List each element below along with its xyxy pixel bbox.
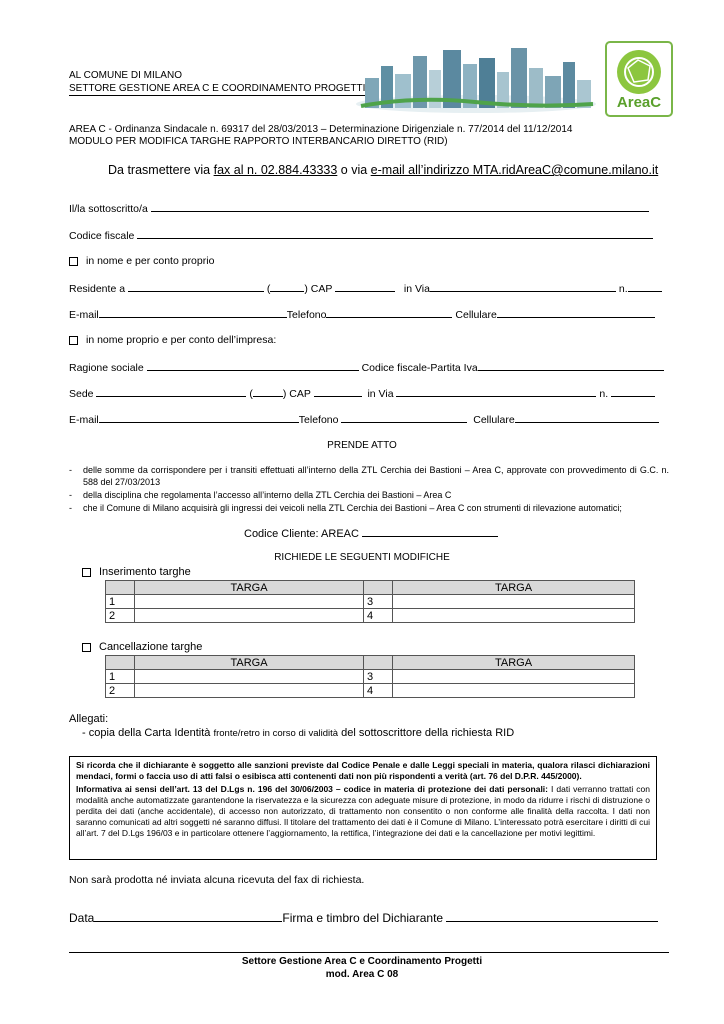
ordinance-title: AREA C - Ordinanza Sindacale n. 69317 del 28/03/2013 – Determinazione Dirigenziale n. 77/2014 del 11/12/2014 [69, 124, 573, 135]
fax-number-link[interactable]: fax al n. 02.884.43333 [213, 163, 338, 177]
targa-cell[interactable] [393, 609, 635, 623]
field-cellulare[interactable] [497, 308, 655, 318]
label-telefono: Telefono [286, 309, 327, 321]
footer-office: Settore Gestione Area C e Coordinamento Progetti [241, 956, 483, 967]
label-ragione-sociale: Ragione sociale [69, 362, 144, 374]
inserimento-option [82, 566, 191, 578]
prende-atto-text-1: delle somme da corrispondere per i transiti effettuati all’interno della ZTL Cerchia dei Bastioni – Area C, approvate con provvedimento di G.C. n. 588 del 27/03/2013 [83, 465, 669, 487]
field-via[interactable] [430, 282, 616, 292]
field-sede[interactable] [96, 387, 246, 397]
field-telefono[interactable] [326, 308, 452, 318]
notice-privacy-title: Informativa ai sensi dell’art. 13 del D.Lgs n. 196 del 30/06/2003 – codice in materia di protezione dei dati personali: [76, 784, 548, 794]
prende-atto-item: - delle somme da corrispondere per i transiti effettuati all’interno della ZTL Cerchia dei Bastioni – Area C, approvate con provvedimento di G.C. n. 588 del 27/03/2013 [69, 465, 669, 487]
row-number: 1 [106, 595, 135, 609]
targa-cell[interactable] [135, 684, 364, 698]
ordinance-block [69, 124, 573, 148]
field-email2[interactable] [99, 413, 299, 423]
checkbox-cancellazione[interactable] [82, 643, 91, 652]
table-row [106, 595, 635, 609]
label-in-via2: in Via [367, 388, 394, 400]
allegati-item [82, 727, 514, 739]
field-email[interactable] [99, 308, 287, 318]
row-number: 4 [364, 609, 393, 623]
notice-privacy [76, 784, 650, 839]
label-sede: Sede [69, 388, 94, 400]
field-cellulare2[interactable] [515, 413, 659, 423]
allegati-title: Allegati: [69, 713, 109, 725]
label-option-own: in nome e per conto proprio [86, 255, 215, 267]
notice-privacy-text: I dati verranno trattati con modalità anche automatizzate garantendone la riservatezza e la sicurezza con adeguate misure di protezione, in modo da ridurre i rischi di distruzione o perdita dei dati (anche accidentale), di accesso non autorizzato, di trattamento non consentito o non conforme alle finalità della raccolta. I dati non saranno comunicati ad altri soggetti né saranno diffusi. Il titolare del trattamento dei dati è il Comune di Milano. L’interessato potrà esercitare i diritti di cui all’art. 7 del D.Lgs 196/03 e in particolare ottenere l’aggiornamento, la rettifica, l’integrazione dei dati e la cancellazione per motivi legittimi. [76, 784, 650, 838]
inserimento-table [105, 580, 635, 623]
row-residenza [69, 282, 662, 295]
row-sottoscritto [69, 202, 649, 215]
row-number: 2 [106, 684, 135, 698]
recipient-line1: AL COMUNE DI MILANO [69, 70, 182, 81]
field-codice-cliente[interactable] [362, 527, 498, 537]
targa-cell[interactable] [135, 595, 364, 609]
label-inserimento: Inserimento targhe [99, 566, 191, 578]
allegati-text-b: fronte/retro in corso di validità [213, 728, 339, 739]
footer-divider [69, 952, 669, 953]
field-via2[interactable] [396, 387, 596, 397]
checkbox-own[interactable] [69, 257, 78, 266]
prende-atto-item: - che il Comune di Milano acquisirà gli ingressi dei veicoli nella ZTL Cerchia dei Bastioni – Area C con strumenti di rilevazione automatici; [69, 502, 669, 514]
cancellazione-table [105, 655, 635, 698]
col-targa-right: TARGA [393, 581, 635, 595]
label-in-via: in Via [403, 283, 430, 295]
prende-atto-title: PRENDE ATTO [327, 440, 397, 451]
table-row [106, 670, 635, 684]
table-header-row [106, 581, 635, 595]
signature-row [69, 911, 658, 925]
field-residente[interactable] [128, 282, 264, 292]
legal-notice-box [69, 756, 657, 860]
field-provincia2[interactable] [253, 387, 283, 397]
label-cf-piva: Codice fiscale-Partita Iva [361, 362, 478, 374]
prende-atto-item: - della disciplina che regolamenta l’accesso all’interno della ZTL Cerchia dei Bastioni – Area C [69, 489, 669, 501]
prende-atto-text-2: della disciplina che regolamenta l’accesso all’interno della ZTL Cerchia dei Bastioni – Area C [83, 490, 452, 500]
field-provincia[interactable] [270, 282, 304, 292]
fax-prefix: Da trasmettere via [108, 163, 214, 177]
label-email2: E-mail [69, 414, 99, 426]
label-n: n. [618, 283, 628, 295]
checkbox-company[interactable] [69, 336, 78, 345]
table-row [106, 684, 635, 698]
table-header-row [106, 656, 635, 670]
row-number: 3 [364, 595, 393, 609]
label-prov-open: ( [266, 283, 271, 295]
cancellazione-option [82, 641, 202, 653]
field-cf-piva[interactable] [478, 361, 664, 371]
areac-logo [604, 40, 674, 118]
label-cap2: ) CAP [282, 388, 311, 400]
label-data: Data [69, 911, 95, 925]
row-number: 4 [364, 684, 393, 698]
allegati-text-a: - copia della Carta Identità [82, 727, 214, 739]
row-contatti [69, 308, 655, 321]
label-option-company: in nome proprio e per conto dell’impresa: [86, 334, 277, 346]
field-cap[interactable] [335, 282, 395, 292]
label-firma: Firma e timbro del Dichiarante [282, 911, 444, 925]
row-contatti2 [69, 413, 659, 426]
label-residente: Residente a [69, 283, 126, 295]
targa-cell[interactable] [393, 684, 635, 698]
row-number: 1 [106, 670, 135, 684]
recipient-header [69, 69, 365, 96]
col-targa-left: TARGA [135, 581, 364, 595]
table-row [106, 609, 635, 623]
form-title: MODULO PER MODIFICA TARGHE RAPPORTO INTERBANCARIO DIRETTO (RID) [69, 136, 448, 147]
label-telefono2: Telefono [298, 414, 339, 426]
col-targa-right: TARGA [393, 656, 635, 670]
no-receipt-note: Non sarà prodotta né inviata alcuna ricevuta del fax di richiesta. [69, 874, 365, 886]
label-codice-cliente: Codice Cliente: AREAC [244, 528, 359, 540]
field-civico[interactable] [628, 282, 662, 292]
codice-cliente-row [244, 527, 498, 540]
row-sede [69, 387, 655, 400]
logo-text: AreaC [616, 94, 662, 111]
field-cap2[interactable] [314, 387, 362, 397]
row-number: 2 [106, 609, 135, 623]
targa-cell[interactable] [135, 670, 364, 684]
prende-atto-text-3: che il Comune di Milano acquisirà gli ingressi dei veicoli nella ZTL Cerchia dei Bastioni – Area C con strumenti di rilevazione automatici; [83, 503, 622, 513]
row-ragione-sociale [69, 361, 664, 374]
richiede-title: RICHIEDE LE SEGUENTI MODIFICHE [274, 552, 450, 563]
label-codice-fiscale: Codice fiscale [69, 230, 135, 242]
field-sottoscritto[interactable] [151, 202, 649, 212]
label-prov-open2: ( [249, 388, 253, 400]
field-ragione-sociale[interactable] [147, 361, 359, 371]
targa-cell[interactable] [135, 609, 364, 623]
label-n2: n. [599, 388, 609, 400]
label-cap: ) CAP [304, 283, 333, 295]
notice-penalties: Si ricorda che il dichiarante è soggetto alle sanzioni previste dal Codice Penale e dalle Leggi speciali in materia, qualora rilasci dichiarazioni mendaci, formi o faccia uso di atti falsi o esibisca atti contenenti dati non più rispondenti a verità (art. 76 del D.P.R. 445/2000). [76, 760, 650, 781]
label-sottoscritto: Il/la sottoscritto/a [69, 203, 148, 215]
targa-cell[interactable] [393, 670, 635, 684]
recipient-line2: SETTORE GESTIONE AREA C E COORDINAMENTO PROGETTI [69, 83, 366, 94]
allegati-text-c: del sottoscrittore della richiesta RID [338, 727, 515, 739]
footer-form-code: mod. Area C 08 [325, 969, 399, 980]
field-telefono2[interactable] [341, 413, 467, 423]
field-data[interactable] [94, 912, 282, 922]
col-targa-left: TARGA [135, 656, 364, 670]
row-option-own [69, 255, 214, 267]
label-cellulare2: Cellulare [473, 414, 515, 426]
email-link[interactable]: e-mail all’indirizzo MTA.ridAreaC@comune.milano.it [370, 163, 659, 177]
row-codice-fiscale [69, 229, 653, 242]
field-civico2[interactable] [611, 387, 655, 397]
targa-cell[interactable] [393, 595, 635, 609]
checkbox-inserimento[interactable] [82, 568, 91, 577]
transmission-instructions [108, 163, 658, 177]
label-email: E-mail [69, 309, 99, 321]
label-cellulare: Cellulare [455, 309, 497, 321]
row-option-company [69, 334, 276, 346]
fax-middle: o via [337, 163, 371, 177]
row-number: 3 [364, 670, 393, 684]
city-skyline-illustration [355, 44, 598, 114]
label-cancellazione: Cancellazione targhe [99, 641, 203, 653]
field-firma[interactable] [446, 912, 658, 922]
field-codice-fiscale[interactable] [137, 229, 653, 239]
